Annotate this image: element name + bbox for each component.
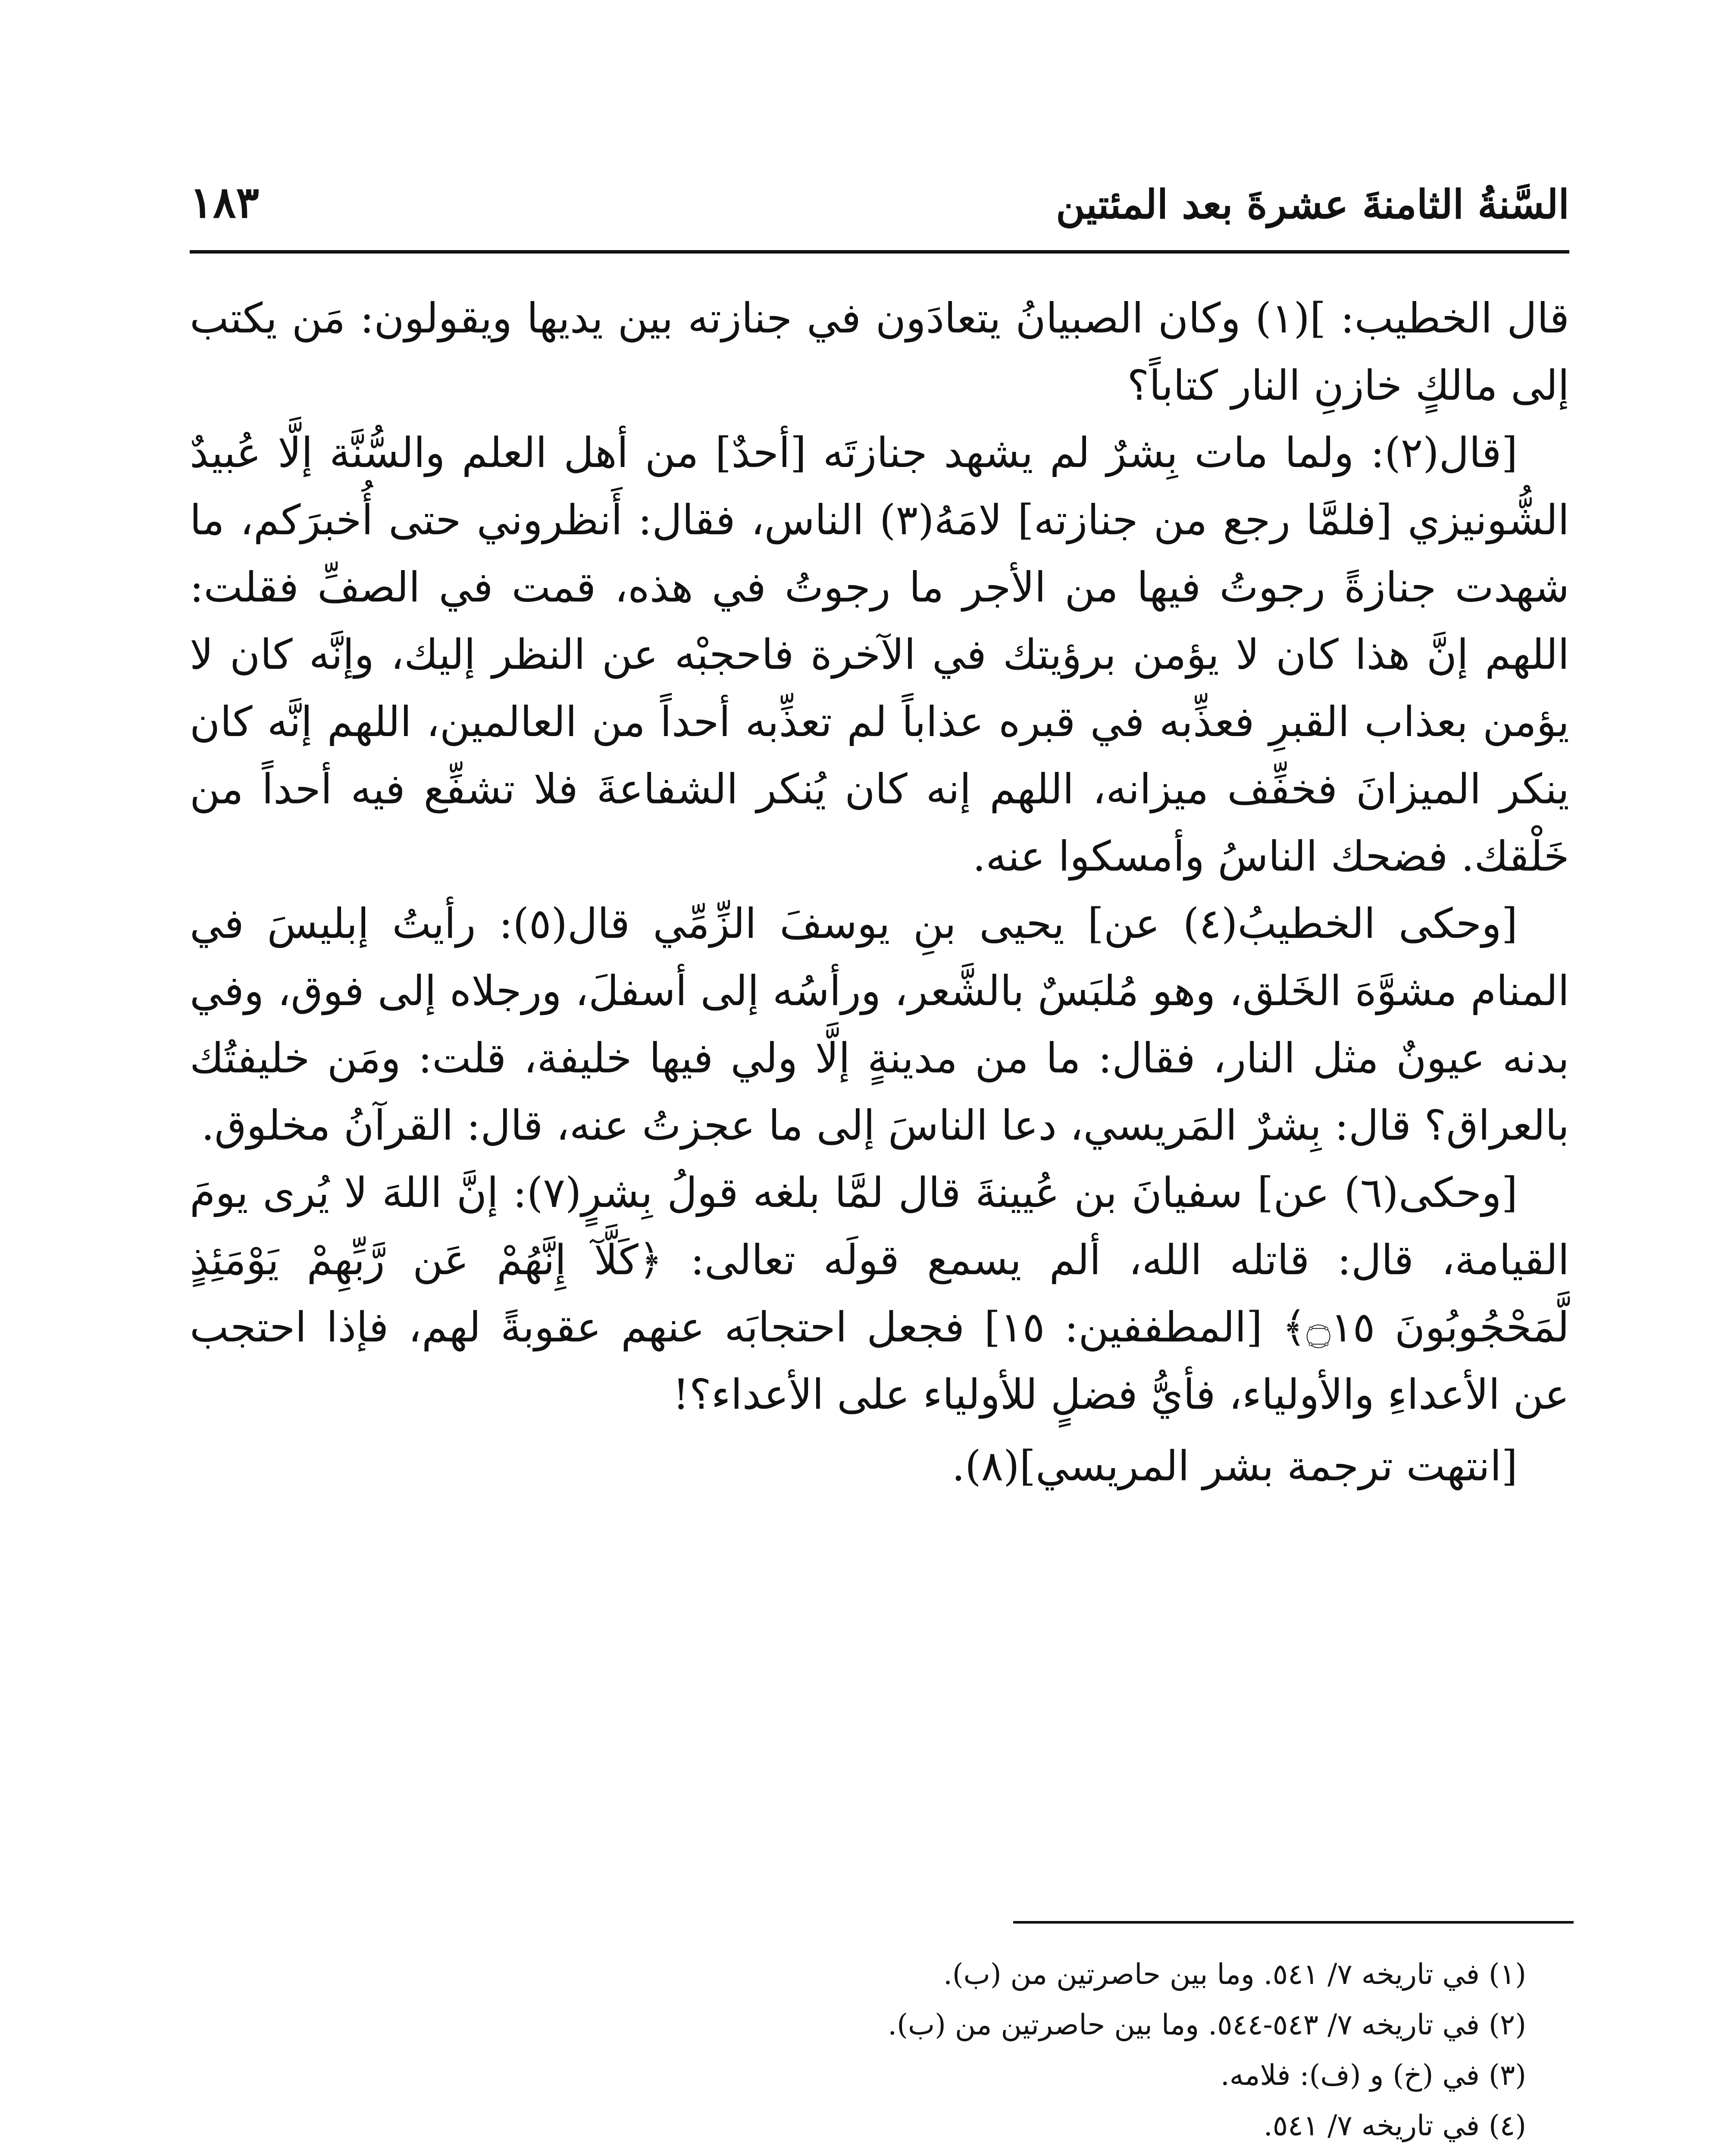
- header-rule: [190, 250, 1569, 254]
- paragraph: قال الخطيب: ](١) وكان الصبيانُ يتعادَون في جنازته بين يديها ويقولون: مَن يكتب إلى مالكٍ خازنِ النار كتاباً؟: [190, 294, 1570, 410]
- paragraph: [قال(٢): ولما مات بِشرٌ لم يشهد جنازتَه [أحدٌ] من أهل العلم والسُّنَّة إلَّا عُبيدٌ الشُّونيزي [فلمَّا رجع من جنازته] لامَهُ(٣) الناس، فقال: أَنظروني حتى أُخبرَكم، ما شهدت جنازةً رجوتُ فيها من الأجر ما رجوتُ في هذه، قمت في الصفِّ فقلت: اللهم إنَّ هذا كان لا يؤمن برؤيتك في الآخرة فاحجبْه عن النظر إليك، وإنَّه كان لا يؤمن بعذاب القبرِ فعذِّبه في قبره عذاباً لم تعذِّبه أحداً من العالمين، اللهم إنَّه كان ينكر الميزانَ فخفِّف ميزانه، اللهم إنه كان يُنكر الشفاعةَ فلا تشفِّع فيه أحداً من خَلْقك. فضحك الناسُ وأمسكوا عنه.: [190, 429, 1570, 881]
- page-number: ١٨٣: [190, 177, 260, 228]
- footnote: (٤) في تاريخه ٧/ ٥٤١.: [1263, 2109, 1526, 2142]
- footnote: (١) في تاريخه ٧/ ٥٤١. وما بين حاصرتين من (ب).: [943, 1958, 1526, 1991]
- footnote-rule: [1013, 1921, 1574, 1924]
- paragraph: [وحكى الخطيبُ(٤) عن] يحيى بنِ يوسفَ الزِّمِّي قال(٥): رأيتُ إبليسَ في المنام مشوَّهَ الخَلق، وهو مُلبَسٌ بالشَّعر، ورأسُه إلى أسفلَ، ورجلاه إلى فوق، وفي بدنه عيونٌ مثل النار، فقال: ما من مدينةٍ إلَّا ولي فيها خليفة، قلت: ومَن خليفتُك بالعراق؟ قال: بِشرٌ المَريسي، دعا الناسَ إلى ما عجزتُ عنه، قال: القرآنُ مخلوق.: [190, 899, 1569, 1150]
- running-header: [190, 164, 1569, 241]
- running-title: السَّنةُ الثامنةَ عشرةَ بعد المئتين: [1056, 181, 1569, 228]
- footnote: (٣) في (خ) و (ف): فلامه.: [1220, 2059, 1526, 2092]
- main-text: [190, 285, 1569, 1500]
- footnote: (٢) في تاريخه ٧/ ٥٤٣-٥٤٤. وما بين حاصرتين من (ب).: [888, 2008, 1526, 2041]
- paragraph: [وحكى(٦) عن] سفيانَ بن عُيينةَ قال لمَّا بلغه قولُ بِشرٍ(٧): إنَّ اللهَ لا يُرى يومَ القيامة، قال: قاتله الله، ألم يسمع قولَه تعالى: ﴿كَلَّآ إِنَّهُمْ عَن رَّبِّهِمْ يَوْمَئِذٍ لَّمَحْجُوبُونَ ۝١٥﴾ [المطففين: ١٥] فجعل احتجابَه عنهم عقوبةً لهم، فإذا احتجب عن الأعداءِ والأولياء، فأيُّ فضلٍ للأولياء على الأعداء؟!: [190, 1169, 1570, 1419]
- paragraph: [انتهت ترجمة بشر المريسي](٨).: [952, 1442, 1518, 1490]
- footnote: [190, 2151, 1526, 2156]
- footnotes: [190, 1949, 1552, 2156]
